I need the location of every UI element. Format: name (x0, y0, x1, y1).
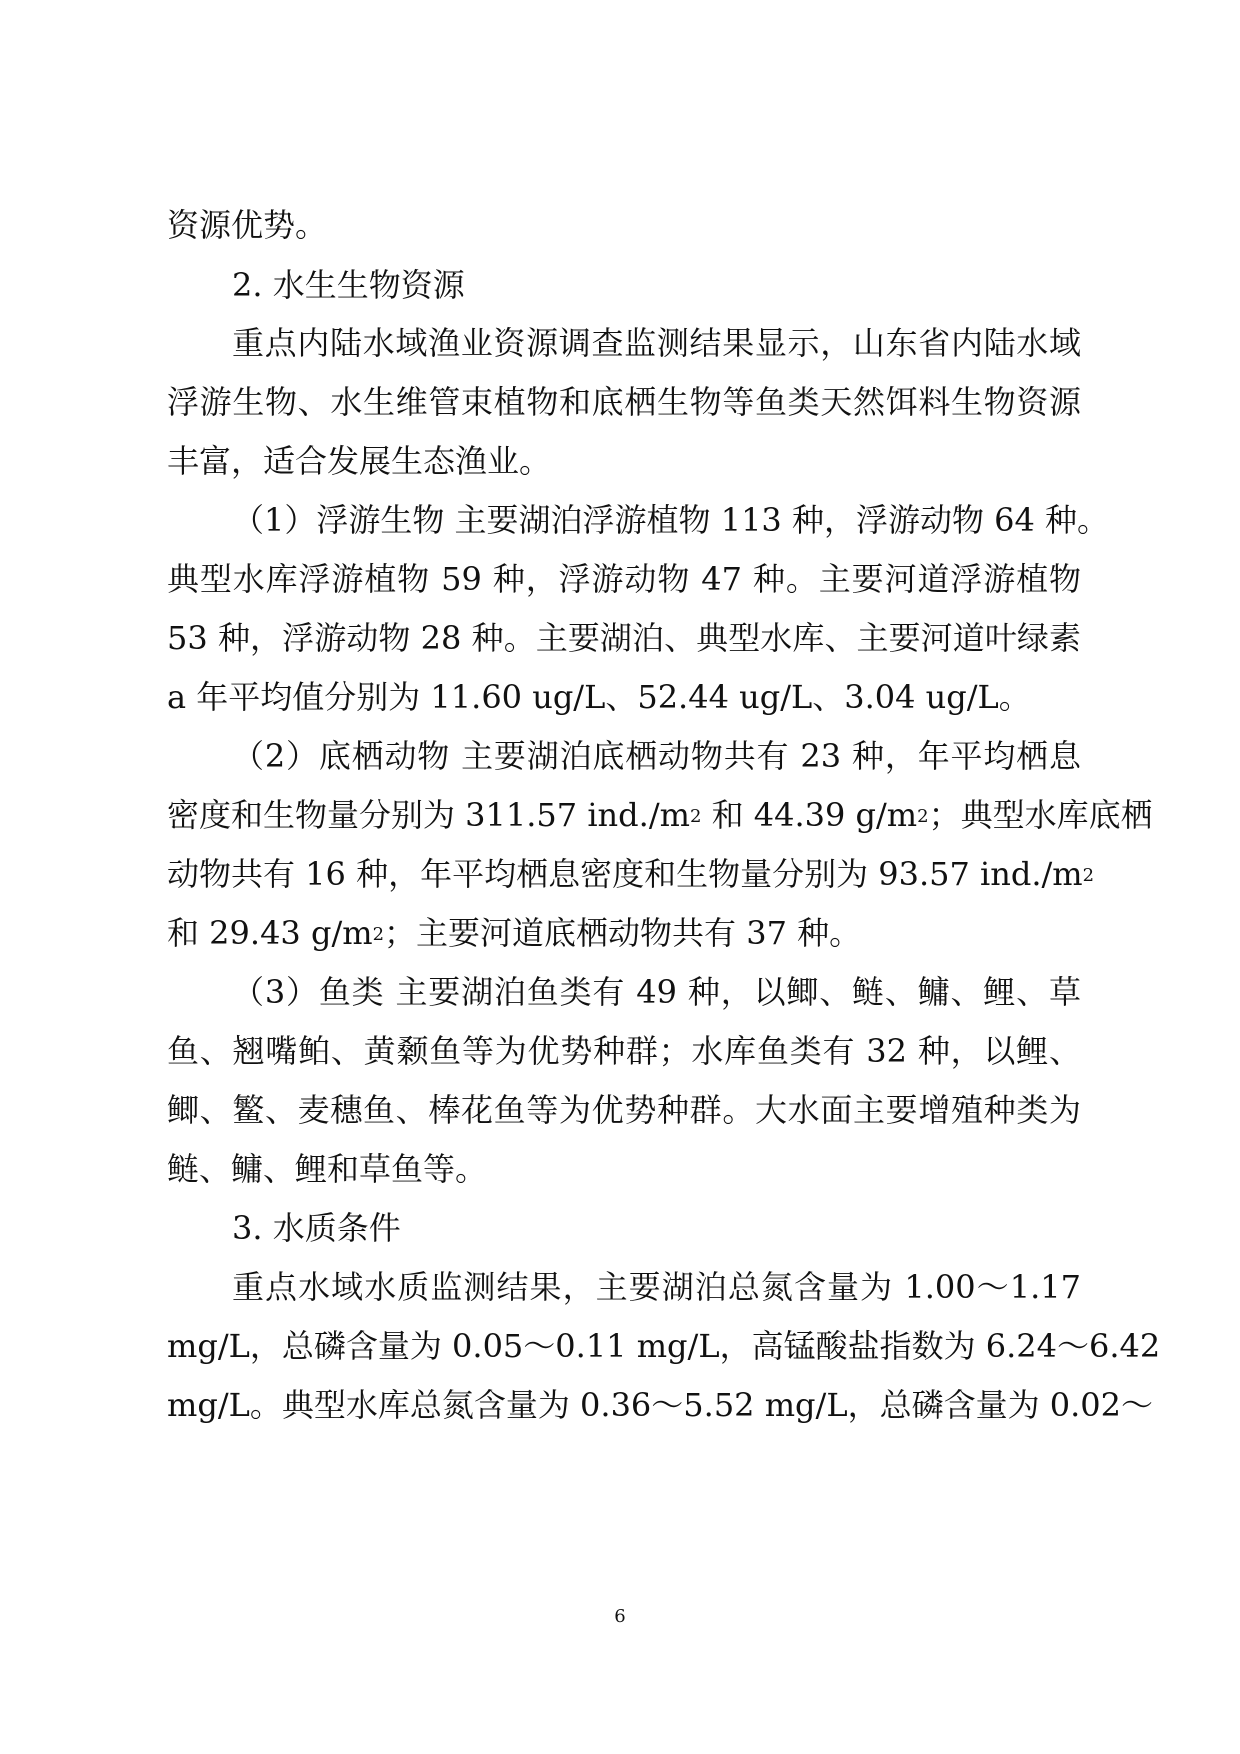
text-line: 重点内陆水域渔业资源调查监测结果显示，山东省内陆水域 (232, 324, 1081, 362)
text-line: mg/L，总磷含量为 0.05～0.11 mg/L，高锰酸盐指数为 6.24～6.42 (167, 1327, 1161, 1365)
text-line-with-superscript (167, 913, 1081, 953)
section-heading-aquatic-resources: 2. 水生生物资源 (232, 266, 465, 304)
superscript: 2 (917, 806, 929, 827)
page-number: 6 (614, 1606, 626, 1627)
text-segment: 密度和生物量分别为 311.57 ind./m (167, 796, 690, 834)
text-segment: ；典型水库底栖 (928, 796, 1153, 834)
text-segment: 和 29.43 g/m (167, 914, 373, 952)
text-line: 鱼、翘嘴鲌、黄颡鱼等为优势种群；水库鱼类有 32 种，以鲤、 (167, 1032, 1081, 1070)
text-line: （1）浮游生物 主要湖泊浮游植物 113 种，浮游动物 64 种。 (232, 501, 1110, 539)
text-line-with-superscript (167, 795, 1153, 835)
text-line-with-superscript (167, 854, 1095, 894)
text-line: mg/L。典型水库总氮含量为 0.36～5.52 mg/L，总磷含量为 0.02～ (167, 1386, 1153, 1424)
superscript: 2 (689, 806, 702, 827)
superscript: 2 (372, 924, 385, 945)
text-segment: 动物共有 16 种，年平均栖息密度和生物量分别为 93.57 ind./m (167, 855, 1083, 893)
superscript: 2 (1082, 865, 1095, 886)
text-line: 丰富，适合发展生态渔业。 (167, 442, 552, 480)
section-heading-water-quality: 3. 水质条件 (232, 1209, 401, 1247)
text-line: a 年平均值分别为 11.60 ug/L、52.44 ug/L、3.04 ug/L。 (167, 678, 1031, 716)
text-line: 资源优势。 (167, 206, 328, 244)
text-line: 典型水库浮游植物 59 种，浮游动物 47 种。主要河道浮游植物 (167, 560, 1081, 598)
text-line: 鲢、鳙、鲤和草鱼等。 (167, 1150, 488, 1188)
text-line: （3）鱼类 主要湖泊鱼类有 49 种，以鲫、鲢、鳙、鲤、草 (232, 973, 1081, 1011)
text-line: （2）底栖动物 主要湖泊底栖动物共有 23 种，年平均栖息 (232, 737, 1081, 775)
text-line: 浮游生物、水生维管束植物和底栖生物等鱼类天然饵料生物资源 (167, 383, 1081, 421)
text-line: 重点水域水质监测结果，主要湖泊总氮含量为 1.00～1.17 (232, 1268, 1081, 1306)
text-segment: 和 44.39 g/m (701, 796, 918, 834)
text-line: 53 种，浮游动物 28 种。主要湖泊、典型水库、主要河道叶绿素 (167, 619, 1081, 657)
text-line: 鲫、鳘、麦穗鱼、棒花鱼等为优势种群。大水面主要增殖种类为 (167, 1091, 1081, 1129)
text-segment: ；主要河道底栖动物共有 37 种。 (384, 914, 862, 952)
